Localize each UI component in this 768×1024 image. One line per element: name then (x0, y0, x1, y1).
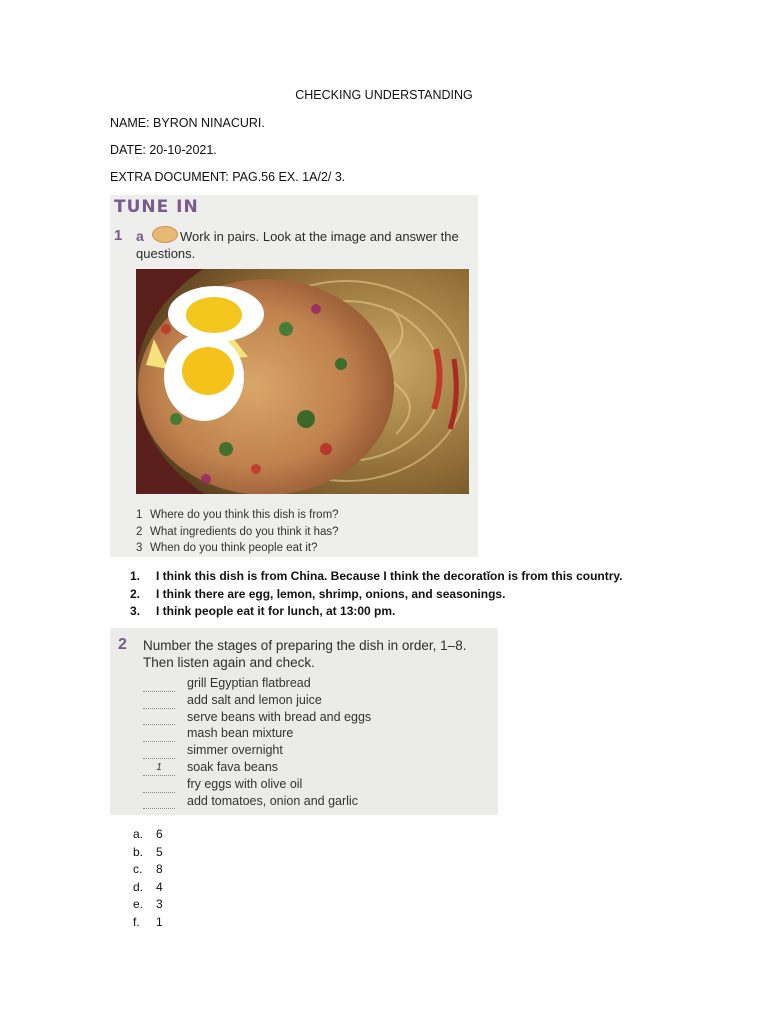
list-item: e. 3 (133, 897, 163, 911)
answer-blank (143, 746, 175, 759)
answers-exercise-1 (130, 568, 623, 621)
list-item: serve beans with bread and eggs (143, 709, 371, 726)
dish-photo (136, 269, 469, 494)
list-item: grill Egyptian flatbread (143, 675, 371, 692)
answer-blank (143, 696, 175, 709)
list-item: fry eggs with olive oil (143, 776, 371, 793)
speech-bubble-icon (152, 226, 178, 243)
list-item: mash bean mixture (143, 725, 371, 742)
answer-blank (143, 712, 175, 725)
list-item: simmer overnight (143, 742, 371, 759)
list-item: c. 8 (133, 862, 163, 876)
list-item: add tomatoes, onion and garlic (143, 793, 371, 810)
section-title: TUNE IN (114, 197, 199, 217)
list-item: 1 Where do you think this dish is from? (136, 509, 339, 521)
list-item: 1. I think this dish is from China. Because I think the decoratǐon is from this country. (130, 569, 623, 583)
document-date: DATE: 20-10-2021. (110, 143, 217, 157)
extra-document-reference: EXTRA DOCUMENT: PAG.56 EX. 1A/2/ 3. (110, 170, 346, 184)
list-item: b. 5 (133, 844, 163, 859)
list-item: 1 soak fava beans (143, 759, 371, 776)
list-item: add salt and lemon juice (143, 692, 371, 709)
list-item: 3. I think people eat it for lunch, at 13:00 pm. (130, 604, 396, 618)
exercise-number: 1 (114, 227, 123, 244)
list-item: d. 4 (133, 879, 163, 894)
answers-exercise-2 (133, 826, 163, 931)
answer-blank: 1 (143, 763, 175, 776)
exercise-number: 2 (118, 636, 127, 653)
list-item: a. 6 (133, 827, 163, 841)
list-item: 2. I think there are egg, lemon, shrimp, onions, and seasonings. (130, 586, 506, 601)
page-title: CHECKING UNDERSTANDING (295, 88, 473, 102)
list-item: 3 When do you think people eat it? (136, 542, 318, 554)
steps-list (143, 675, 371, 809)
answer-blank (143, 679, 175, 692)
exercise-instruction: Work in pairs. Look at the image and answer the questions. (136, 229, 459, 261)
question-list (136, 507, 339, 557)
answer-blank (143, 729, 175, 742)
answer-blank (143, 780, 175, 793)
exercise-instruction: Number the stages of preparing the dish in order, 1–8. Then listen again and check. (143, 638, 467, 670)
student-name: NAME: BYRON NINACURI. (110, 116, 265, 130)
list-item: f. 1 (133, 914, 163, 929)
exercise-letter: a (136, 228, 144, 244)
list-item: 2 What ingredients do you think it has? (136, 525, 339, 538)
answer-blank (143, 796, 175, 809)
textbook-scan-exercise-2 (110, 628, 498, 815)
textbook-scan-exercise-1 (110, 195, 478, 557)
